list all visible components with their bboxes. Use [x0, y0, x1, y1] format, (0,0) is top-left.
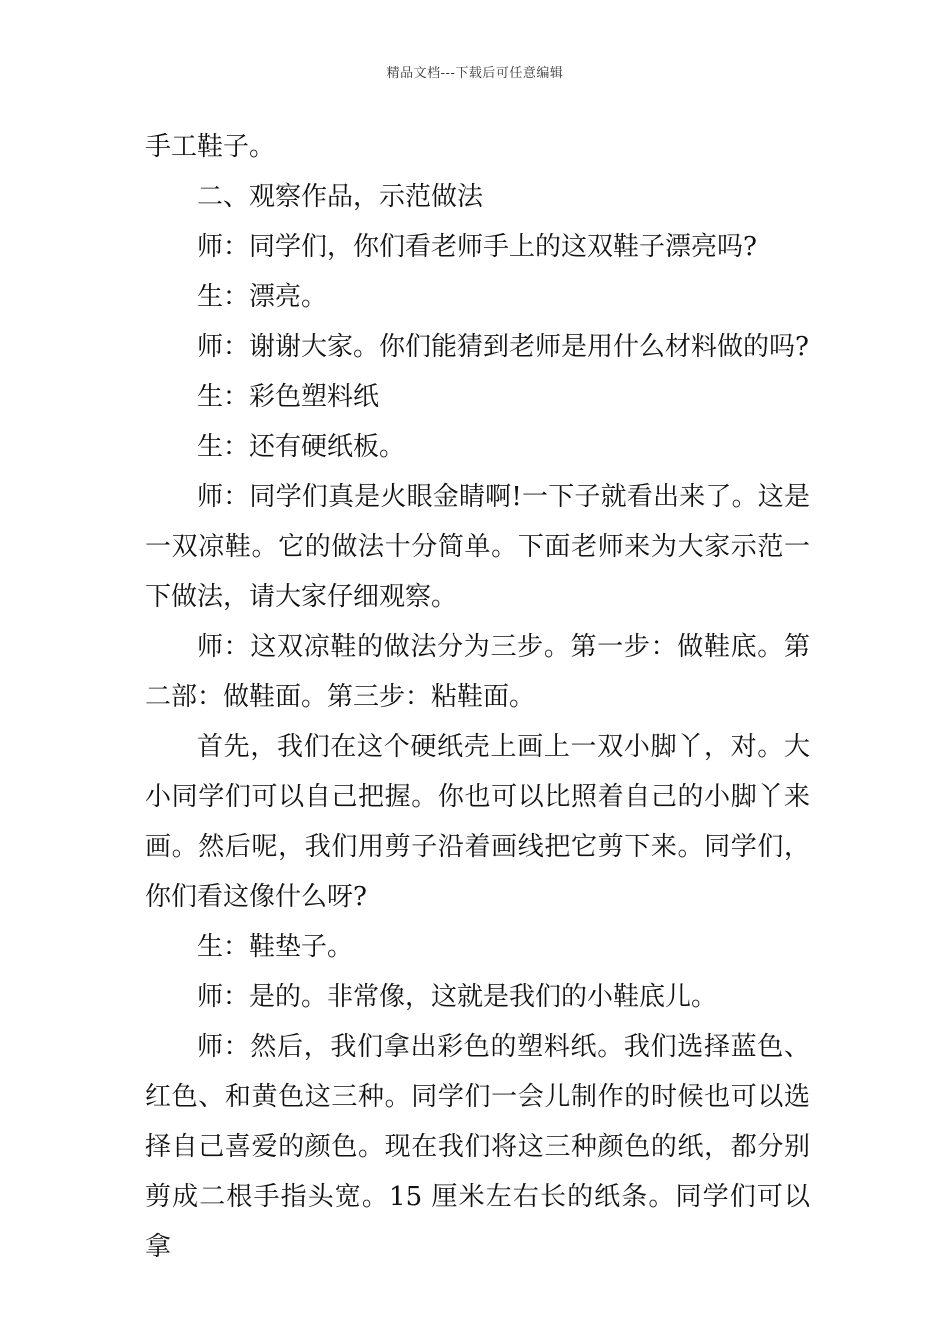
paragraph: 师：是的。非常像，这就是我们的小鞋底儿。	[197, 982, 718, 1012]
paragraph: 师：谢谢大家。你们能猜到老师是用什么材料做的吗?	[197, 332, 809, 362]
paragraph: 师：然后，我们拿出彩色的塑料纸。我们选择蓝色、红色、和黄色这三种。同学们一会儿制作的时候也可以选择自己喜爱的颜色。现在我们将这三种颜色的纸，都分别剪成二根手指头宽。15 厘米左右长的纸条。同学们可以拿	[145, 1032, 810, 1262]
paragraph: 生：鞋垫子。	[197, 932, 354, 962]
paragraph: 师：同学们真是火眼金睛啊!一下子就看出来了。这是一双凉鞋。它的做法十分简单。下面老师来为大家示范一下做法，请大家仔细观察。	[145, 482, 810, 612]
paragraph: 生：漂亮。	[197, 282, 328, 312]
paragraph: 首先，我们在这个硬纸壳上画上一双小脚丫，对。大小同学们可以自己把握。你也可以比照着自己的小脚丫来画。然后呢，我们用剪子沿着画线把它剪下来。同学们，你们看这像什么呀?	[145, 732, 810, 912]
paragraph: 手工鞋子。	[145, 132, 276, 162]
document-body	[145, 122, 810, 1272]
paragraph: 生：彩色塑料纸	[197, 382, 380, 412]
paragraph: 师：同学们，你们看老师手上的这双鞋子漂亮吗?	[197, 232, 757, 262]
paragraph: 生：还有硬纸板。	[197, 432, 406, 462]
page-header: 精品文档---下载后可任意编辑	[386, 66, 564, 81]
paragraph: 二、观察作品，示范做法	[197, 182, 484, 212]
paragraph: 师：这双凉鞋的做法分为三步。第一步：做鞋底。第二部：做鞋面。第三步：粘鞋面。	[145, 632, 810, 712]
